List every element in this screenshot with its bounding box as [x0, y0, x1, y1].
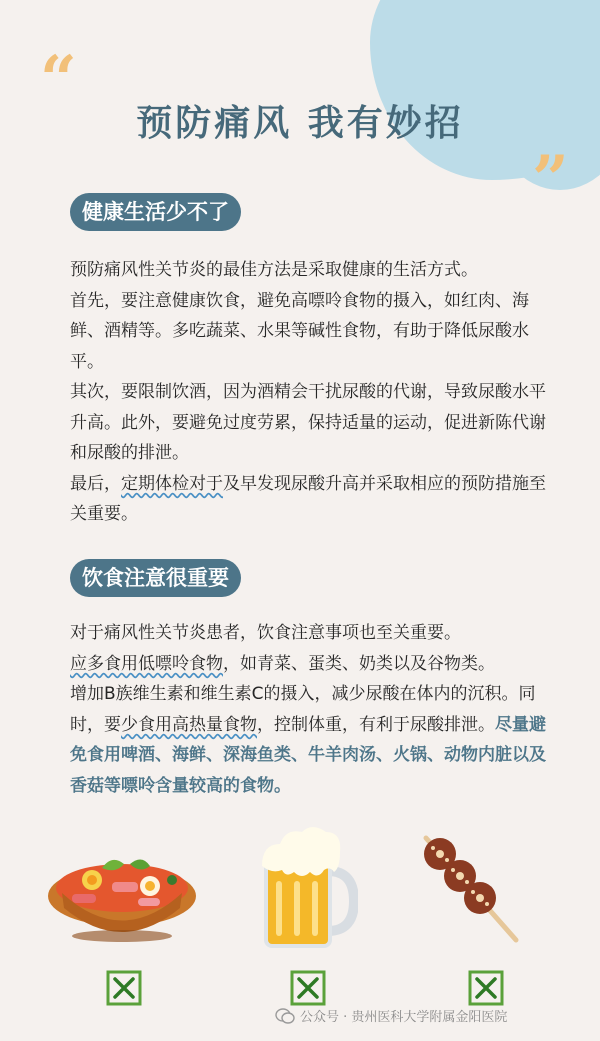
text-segment: 增加B族维生素和维生素C的摄入，减少尿酸在体内的沉积。同时，要: [70, 684, 536, 735]
emphasis-wavy: 应多食用低嘌呤食物: [70, 653, 223, 674]
section-diet-text: [70, 618, 550, 801]
mushroom-skewer-illustration: [418, 832, 528, 947]
text-segment: 及早发现尿酸升高并采取相应的预防措施至关重要。: [70, 473, 546, 524]
section-label-healthy-life: 健康生活少不了: [70, 193, 241, 231]
section-healthy-life-text: [70, 255, 550, 530]
text-segment: ，如青菜、蛋类、奶类以及谷物类。: [223, 653, 495, 674]
close-quote-icon: ”: [532, 142, 569, 217]
wechat-icon: [275, 1008, 295, 1024]
paragraph: [70, 679, 550, 801]
beer-illustration: [258, 826, 358, 951]
text-segment: ，控制体重，有利于尿酸排泄。: [257, 714, 495, 735]
checkbox-x-icon: [290, 970, 326, 1006]
checkbox-x-icon: [468, 970, 504, 1006]
checkbox-x-icon: [106, 970, 142, 1006]
open-quote-icon: “: [40, 42, 77, 117]
text-segment: 最后，: [70, 473, 121, 494]
paragraph: 其次，要限制饮酒，因为酒精会干扰尿酸的代谢，导致尿酸水平升高。此外，要避免过度劳累，保持适量的运动，促进新陈代谢和尿酸的排泄。: [70, 382, 546, 463]
emphasis-wavy: 定期体检对于: [121, 473, 223, 494]
paragraph: [70, 649, 550, 680]
section-label-diet: 饮食注意很重要: [70, 559, 241, 597]
paragraph: 首先，要注意健康饮食，避免高嘌呤食物的摄入，如红肉、海鲜、酒精等。多吃蔬菜、水果等碱性食物，有助于降低尿酸水平。: [70, 290, 529, 372]
paragraph: 对于痛风性关节炎患者，饮食注意事项也至关重要。: [70, 623, 461, 643]
paragraph: 预防痛风性关节炎的最佳方法是采取健康的生活方式。: [70, 260, 478, 280]
hotpot-illustration: [42, 838, 202, 948]
emphasis-wavy: 少食用高热量食物: [121, 714, 257, 735]
footer-text: 公众号 · 贵州医科大学附属金阳医院: [300, 1010, 508, 1025]
footer-watermark: [275, 1006, 507, 1025]
highlight-text: 尽量避免食用啤酒、海鲜、深海鱼类、牛羊肉汤、火锅、动物内脏以及香菇等嘌呤含量较高的食物。: [70, 714, 546, 796]
page-title: 预防痛风 我有妙招: [136, 103, 464, 144]
paragraph: [70, 469, 550, 530]
